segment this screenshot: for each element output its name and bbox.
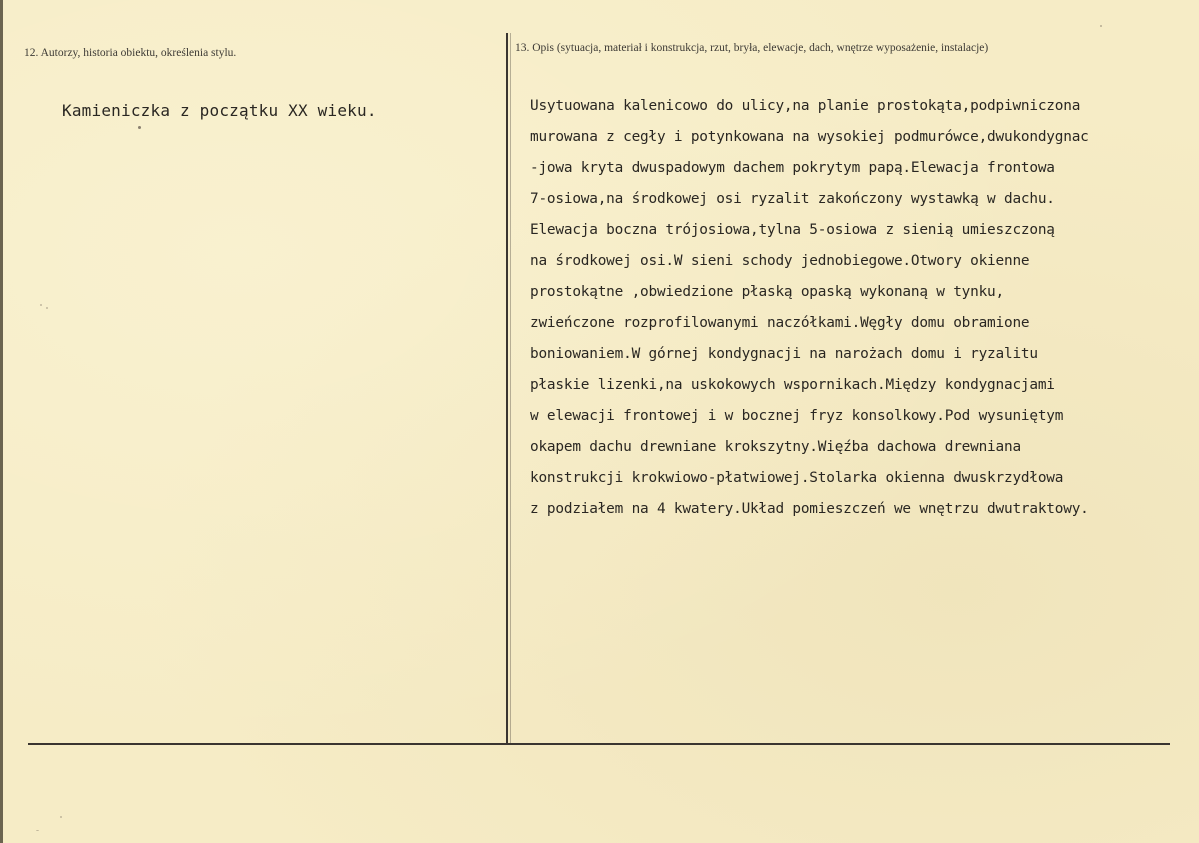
description-line: płaskie lizenki,na uskokowych wspornikach.Między kondygnacjami	[530, 377, 1055, 393]
ink-speck	[40, 304, 42, 306]
description-line: konstrukcji krokwiowo-płatwiowej.Stolarka okienna dwuskrzydłowa	[530, 470, 1064, 486]
ink-speck	[36, 830, 39, 831]
description-line: 7-osiowa,na środkowej osi ryzalit zakończony wystawką w dachu.	[530, 191, 1055, 207]
description-line: murowana z cegły i potynkowana na wysokiej podmurówce,dwukondygnac	[530, 129, 1089, 145]
ink-speck	[138, 126, 141, 129]
description-line: -jowa kryta dwuspadowym dachem pokrytym papą.Elewacja frontowa	[530, 160, 1055, 176]
field-12-text: Kamieniczka z początku XX wieku.	[62, 101, 377, 120]
ink-speck	[1100, 25, 1102, 27]
field-13-label: 13. Opis (sytuacja, materiał i konstrukcja, rzut, bryła, elewacje, dach, wnętrze wyposażenie, instalacje)	[515, 42, 989, 54]
description-line: na środkowej osi.W sieni schody jednobiegowe.Otwory okienne	[530, 253, 1030, 269]
description-line: Usytuowana kalenicowo do ulicy,na planie prostokąta,podpiwniczona	[530, 98, 1081, 114]
page-edge	[0, 0, 3, 843]
field-12-label: 12. Autorzy, historia obiektu, określenia stylu.	[24, 47, 237, 59]
description-line: Elewacja boczna trójosiowa,tylna 5-osiowa z sienią umieszczoną	[530, 222, 1055, 238]
description-line: boniowaniem.W górnej kondygnacji na narożach domu i ryzalitu	[530, 346, 1038, 362]
column-divider	[506, 33, 508, 745]
ink-speck	[60, 816, 62, 818]
ink-speck	[46, 307, 48, 309]
description-line: w elewacji frontowej i w bocznej fryz konsolkowy.Pod wysuniętym	[530, 408, 1064, 424]
field-13-description	[530, 91, 1195, 525]
description-line: okapem dachu drewniane krokszytny.Więźba dachowa drewniana	[530, 439, 1021, 455]
description-line: prostokątne ,obwiedzione płaską opaską wykonaną w tynku,	[530, 284, 1004, 300]
bottom-rule	[28, 743, 1170, 745]
column-divider-shadow	[510, 33, 511, 745]
description-line: z podziałem na 4 kwatery.Układ pomieszczeń we wnętrzu dwutraktowy.	[530, 501, 1089, 517]
description-line: zwieńczone rozprofilowanymi naczółkami.Węgły domu obramione	[530, 315, 1030, 331]
